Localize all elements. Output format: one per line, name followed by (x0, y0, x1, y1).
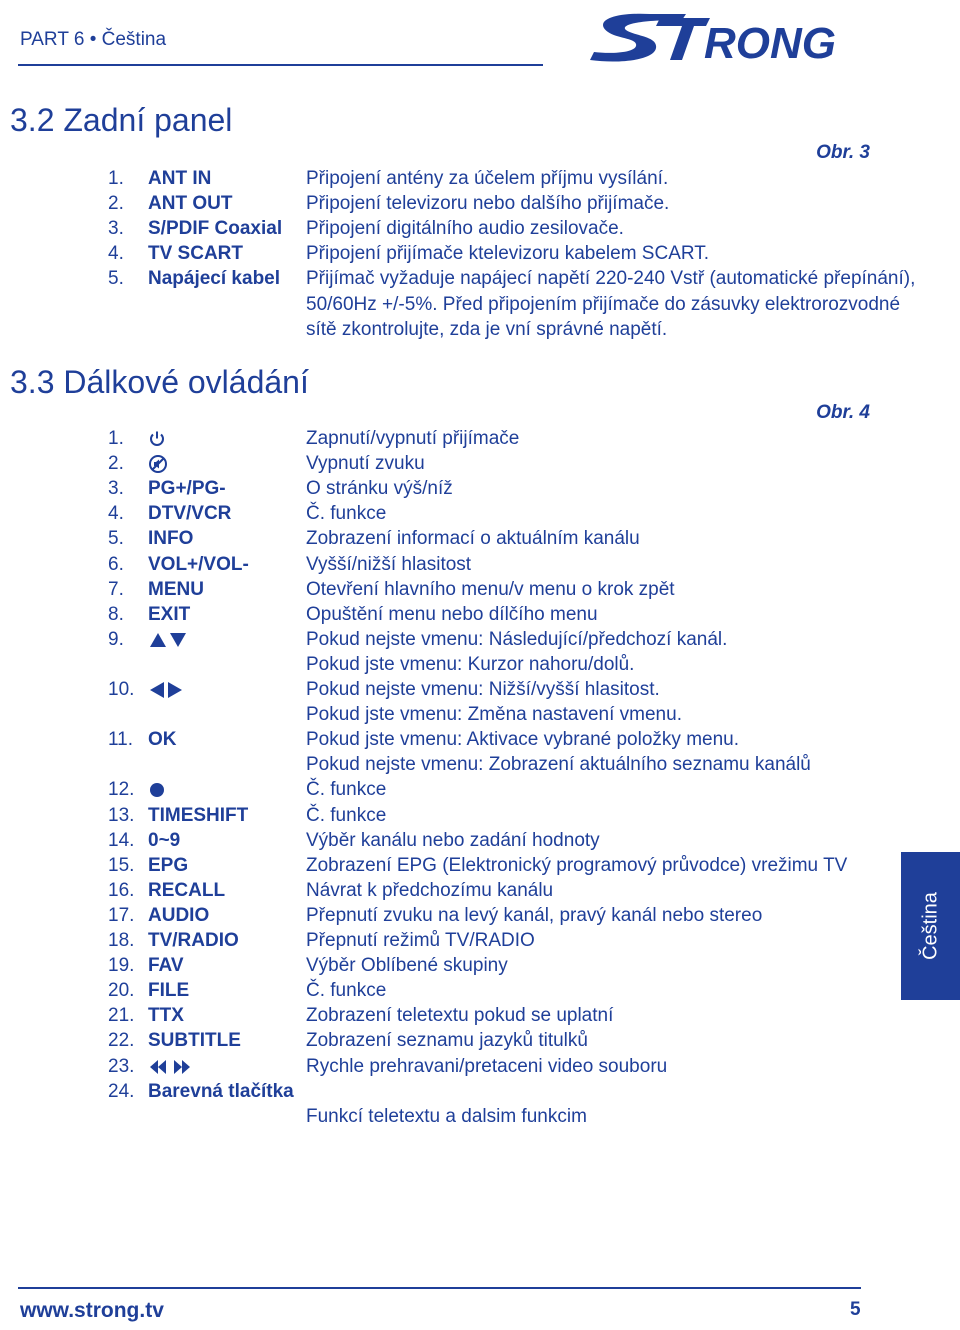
item-key: Barevná tlačítka (148, 1081, 294, 1102)
item-key: OK (148, 729, 177, 750)
item-number: 5. (108, 528, 124, 549)
left-right-arrows-icon (148, 677, 184, 702)
footer-url: www.strong.tv (20, 1299, 164, 1322)
item-description: Č. funkce (306, 805, 387, 826)
item-number: 9. (108, 629, 124, 650)
item-description: O stránku výš/níž (306, 478, 453, 499)
item-description: Zobrazení teletextu pokud se uplatní (306, 1005, 614, 1026)
item-key: RECALL (148, 880, 226, 901)
figure-ref-rear-panel: Obr. 3 (816, 142, 870, 163)
item-number: 13. (108, 805, 135, 826)
item-key: 0~9 (148, 830, 181, 851)
item-description: Č. funkce (306, 779, 387, 800)
item-description: Rychle prehravani/pretaceni video souboru (306, 1056, 668, 1077)
item-key: SUBTITLE (148, 1030, 241, 1051)
item-number: 12. (108, 779, 135, 800)
mute-icon (148, 451, 168, 476)
item-description: Zobrazení informací o aktuálním kanálu (306, 528, 640, 549)
item-description: Funkcí teletextu a dalsim funkcim (306, 1106, 587, 1127)
item-description: Pokud nejste vmenu: Následující/předchozí kanál. (306, 629, 728, 650)
record-dot-icon (148, 777, 166, 802)
item-key: TV SCART (148, 243, 243, 264)
item-number: 2. (108, 453, 124, 474)
item-description: Pokud nejste vmenu: Nižší/vyšší hlasitost. (306, 679, 660, 700)
figure-ref-remote: Obr. 4 (816, 402, 870, 423)
item-key: PG+/PG- (148, 478, 226, 499)
item-description: Výběr kanálu nebo zadání hodnoty (306, 830, 600, 851)
item-description: Zobrazení seznamu jazyků titulků (306, 1030, 588, 1051)
up-down-arrows-icon (148, 627, 188, 652)
item-description: Č. funkce (306, 980, 387, 1001)
item-number: 3. (108, 218, 124, 239)
item-key: AUDIO (148, 905, 210, 926)
svg-text:RONG: RONG (704, 19, 836, 64)
item-description: Výběr Oblíbené skupiny (306, 955, 508, 976)
item-description: Pokud jste vmenu: Změna nastavení vmenu. (306, 704, 682, 725)
footer-divider (18, 1287, 861, 1289)
item-key: ANT OUT (148, 193, 233, 214)
item-description: Připojení přijímače ktelevizoru kabelem SCART. (306, 243, 710, 264)
item-number: 17. (108, 905, 135, 926)
item-key: Napájecí kabel (148, 268, 281, 289)
item-number: 2. (108, 193, 124, 214)
header-part-label: PART 6 • Čeština (20, 29, 167, 50)
item-description: Připojení televizoru nebo dalšího přijímače. (306, 193, 670, 214)
rewind-forward-icon (148, 1054, 194, 1079)
item-key: ANT IN (148, 168, 212, 189)
item-key: MENU (148, 579, 204, 600)
item-description: Vypnutí zvuku (306, 453, 425, 474)
item-number: 1. (108, 168, 124, 189)
item-number: 24. (108, 1081, 135, 1102)
item-key: TV/RADIO (148, 930, 239, 951)
item-description: Zobrazení EPG (Elektronický programový průvodce) vrežimu TV (306, 855, 848, 876)
item-description: Přijímač vyžaduje napájecí napětí 220-240 Vstř (automatické přepínání), (306, 268, 916, 289)
item-number: 22. (108, 1030, 135, 1051)
item-number: 10. (108, 679, 135, 700)
language-side-tab (901, 852, 960, 1000)
item-number: 19. (108, 955, 135, 976)
item-key: DTV/VCR (148, 503, 232, 524)
item-number: 6. (108, 554, 124, 575)
item-description: Návrat k předchozímu kanálu (306, 880, 554, 901)
item-number: 15. (108, 855, 135, 876)
item-number: 3. (108, 478, 124, 499)
item-key: VOL+/VOL- (148, 554, 249, 575)
item-description: Zapnutí/vypnutí přijímače (306, 428, 520, 449)
side-tab-label: Čeština (919, 892, 941, 960)
item-number: 21. (108, 1005, 135, 1026)
item-description: Opuštění menu nebo dílčího menu (306, 604, 598, 625)
section-title-remote: 3.3 Dálkové ovládání (10, 364, 309, 400)
strong-logo (590, 8, 862, 64)
item-description: Pokud jste vmenu: Kurzor nahoru/dolů. (306, 654, 635, 675)
item-description: Připojení digitálního audio zesilovače. (306, 218, 624, 239)
item-key: S/PDIF Coaxial (148, 218, 283, 239)
item-number: 5. (108, 268, 124, 289)
header-divider (18, 64, 543, 66)
item-key: EPG (148, 855, 189, 876)
section-title-rear-panel: 3.2 Zadní panel (10, 102, 233, 138)
item-number: 14. (108, 830, 135, 851)
item-number: 18. (108, 930, 135, 951)
item-key: TTX (148, 1005, 184, 1026)
item-number: 4. (108, 503, 124, 524)
item-description: Přepnutí režimů TV/RADIO (306, 930, 535, 951)
item-number: 1. (108, 428, 124, 449)
item-key: TIMESHIFT (148, 805, 249, 826)
item-number: 16. (108, 880, 135, 901)
item-description: Vyšší/nižší hlasitost (306, 554, 472, 575)
item-description: Č. funkce (306, 503, 387, 524)
page-number: 5 (850, 1299, 861, 1320)
item-description: Pokud jste vmenu: Aktivace vybrané položky menu. (306, 729, 740, 750)
power-icon (148, 426, 166, 451)
item-number: 8. (108, 604, 124, 625)
item-key: FAV (148, 955, 184, 976)
item-description: Připojení antény za účelem příjmu vysílání. (306, 168, 669, 189)
item-description: 50/60Hz +/-5%. Před připojením přijímače do zásuvky elektrorozvodné (306, 294, 901, 315)
item-description: Přepnutí zvuku na levý kanál, pravý kanál nebo stereo (306, 905, 763, 926)
item-key: EXIT (148, 604, 191, 625)
strong-logo-icon (590, 8, 862, 64)
item-number: 7. (108, 579, 124, 600)
item-description: Otevření hlavního menu/v menu o krok zpět (306, 579, 675, 600)
item-key: INFO (148, 528, 194, 549)
item-number: 23. (108, 1056, 135, 1077)
item-number: 11. (108, 729, 134, 750)
item-number: 4. (108, 243, 124, 264)
item-description: Pokud nejste vmenu: Zobrazení aktuálního seznamu kanálů (306, 754, 811, 775)
item-number: 20. (108, 980, 135, 1001)
item-description: sítě zkontrolujte, zda je vní správné napětí. (306, 319, 668, 340)
item-key: FILE (148, 980, 190, 1001)
